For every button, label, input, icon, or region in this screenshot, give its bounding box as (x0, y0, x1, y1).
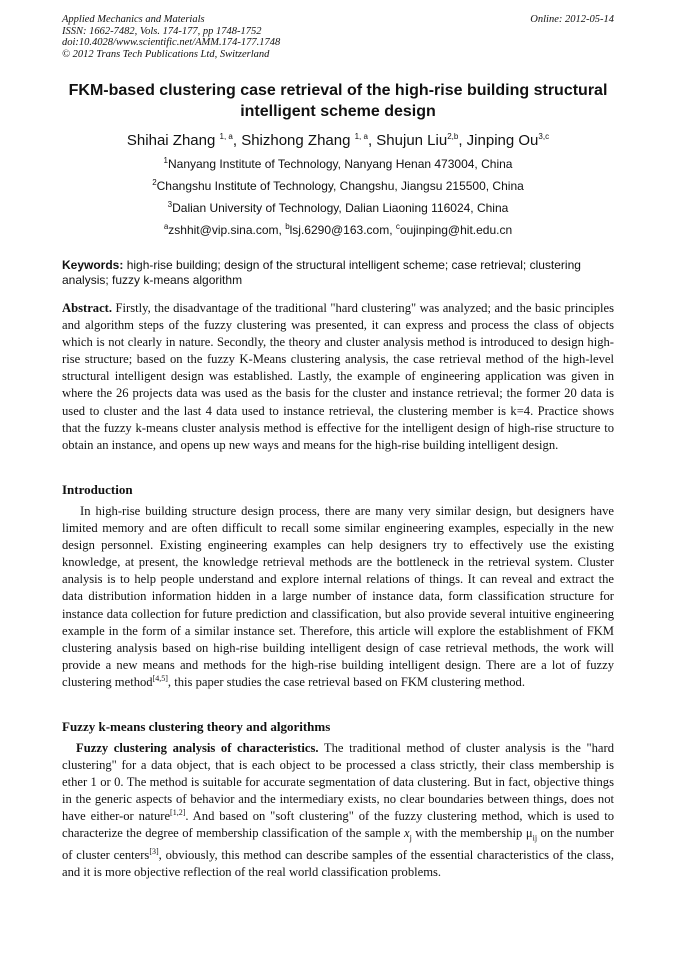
author-name: Shizhong Zhang (241, 132, 351, 149)
online-date: Online: 2012-05-14 (530, 14, 614, 25)
email-link[interactable]: zshhit@vip.sina.com, (168, 223, 286, 237)
doi-line: doi:10.4028/www.scientific.net/AMM.174-177.1748 (62, 37, 281, 48)
variable-subscript: j (409, 833, 412, 843)
variable-mu: μ (525, 826, 533, 841)
introduction-heading: Introduction (62, 482, 133, 497)
journal-header (62, 14, 614, 60)
introduction-text: In high-rise building structure design process, there are many very similar design, but designers have limited memory and are often difficult to recall some similar engineering examples, especially in the new design personnel. Existing engineering examples can help designers try to effectively use the existing knowledge, at present, the knowledge retrieval methods are the bottleneck in the retrieval system. Cluster analysis is to help people understand and explore internal relations of things. It can reveal and extract the data distribution information hidden in a large number of instance data, form classification structure for instance data collection for future prediction and classification, but also provide several intuitive engineering example in the form of a similar instance set. Therefore, this article will explore the establishment of FKM clustering analysis based on high-rise building intelligent design of case retrieval methods, the work will provide a new means and methods for the high-rise building intelligent design. There are a lot of fuzzy clustering method (62, 504, 614, 689)
author-affiliation-mark: 3,c (538, 132, 550, 141)
affiliation-mark: 3 (167, 200, 173, 209)
author-name: Shujun Liu (376, 132, 448, 149)
paper-title: FKM-based clustering case retrieval of the high-rise building structural intelligent scheme design (68, 82, 608, 120)
journal-name: Applied Mechanics and Materials (62, 14, 205, 25)
affiliation-3 (62, 200, 614, 216)
email-line (62, 222, 614, 238)
abstract (62, 300, 614, 454)
keywords-text: high-rise building; design of the structural intelligent scheme; case retrieval; clustering analysis; fuzzy k-means algorithm (62, 258, 581, 287)
abstract-label: Abstract. (62, 301, 113, 315)
keywords-label: Keywords: (62, 258, 124, 272)
fuzzy-text: . And based on "soft clustering" of the fuzzy clustering method, which is used to characterize the degree of membership classification of the sample (62, 809, 614, 841)
author-affiliation-mark: 1, a (219, 132, 233, 141)
email-mark: c (395, 222, 400, 231)
copyright-line: © 2012 Trans Tech Publications Ltd, Switzerland (62, 48, 270, 60)
introduction-text-end: , this paper studies the case retrieval based on FKM clustering method. (167, 674, 526, 689)
email-mark: b (285, 222, 290, 231)
affiliation-text: Nanyang Institute of Technology, Nanyang Henan 473004, China (167, 157, 513, 171)
introduction-paragraph (62, 503, 614, 691)
author-list: Shihai Zhang $^{1, a}$, Shizhong Zhang $^{1, a}$, Shujun Liu$^{2,b}$, Jinping Ou$^{3,c}$ (126, 132, 550, 149)
citation: [3] (149, 846, 159, 856)
fuzzy-section-paragraph (62, 740, 614, 881)
affiliation-2 (62, 178, 614, 194)
fuzzy-text: The traditional method of cluster analysis is the "hard clustering" for a data object, that is each object to be processed a class strictly, their class membership is ether 1 or 0. The method is suitable for accurate segmentation of data clustering. But in fact, objective things in the generic aspects of behavior and the intermediary exists, no clear boundaries between things, does not have either-or nature (62, 741, 614, 824)
fuzzy-text: with the membership (411, 826, 526, 841)
fuzzy-section-heading: Fuzzy k-means clustering theory and algorithms (62, 719, 331, 734)
variable-x: x (403, 826, 410, 841)
keywords (62, 258, 614, 288)
email-link[interactable]: lsj.6290@163.com, (289, 223, 396, 237)
affiliation-1 (62, 156, 614, 172)
author-affiliation-mark: 1, a (354, 132, 368, 141)
author-name: Shihai Zhang (126, 132, 216, 149)
fuzzy-text: , obviously, this method can describe samples of the essential characteristics of the class, and it is more objective reflection of the real world classification problems. (62, 848, 614, 880)
email-link[interactable]: oujinping@hit.edu.cn (399, 223, 513, 237)
citation: [4,5] (152, 673, 168, 683)
fuzzy-run-in-heading: Fuzzy clustering analysis of characteristics. (76, 741, 319, 755)
author-name: Jinping Ou (466, 132, 539, 149)
author-affiliation-mark: 2,b (447, 132, 459, 141)
email-mark: a (163, 222, 169, 231)
affiliation-text: Changshu Institute of Technology, Changshu, Jiangsu 215500, China (156, 179, 524, 193)
variable-subscript: ij (532, 833, 538, 843)
fuzzy-text: on the number of cluster centers (62, 826, 615, 863)
citation: [1,2] (170, 808, 186, 818)
abstract-text: Firstly, the disadvantage of the traditional "hard clustering" was analyzed; and the basic principles and algorithm steps of the fuzzy clustering was presented, it can express and process the class of objects which is not clearly in nature. Secondly, the theory and cluster analysis method is introduced to design high-rise structure; based on the fuzzy K-Means clustering analysis, the case retrieval method of the high-level structural intelligent design was established. Lastly, the example of engineering application was given in where the 26 projects data was used as the basis for the cluster and instance retrieval; the former 20 data is used to cluster and the last 4 data used to instance retrieval, the clustering member is k=4. Practice shows that the fuzzy k-means cluster analysis method is effective for the intelligent design of high-rise structure to obtain an instance, and opens up new ways and means for the high-rise building intelligent design. (62, 301, 614, 452)
affiliation-mark: 2 (152, 178, 157, 187)
issn-line: ISSN: 1662-7482, Vols. 174-177, pp 1748-1752 (62, 25, 262, 37)
affiliation-mark: 1 (163, 156, 168, 165)
affiliation-text: Dalian University of Technology, Dalian Liaoning 116024, China (172, 201, 509, 215)
